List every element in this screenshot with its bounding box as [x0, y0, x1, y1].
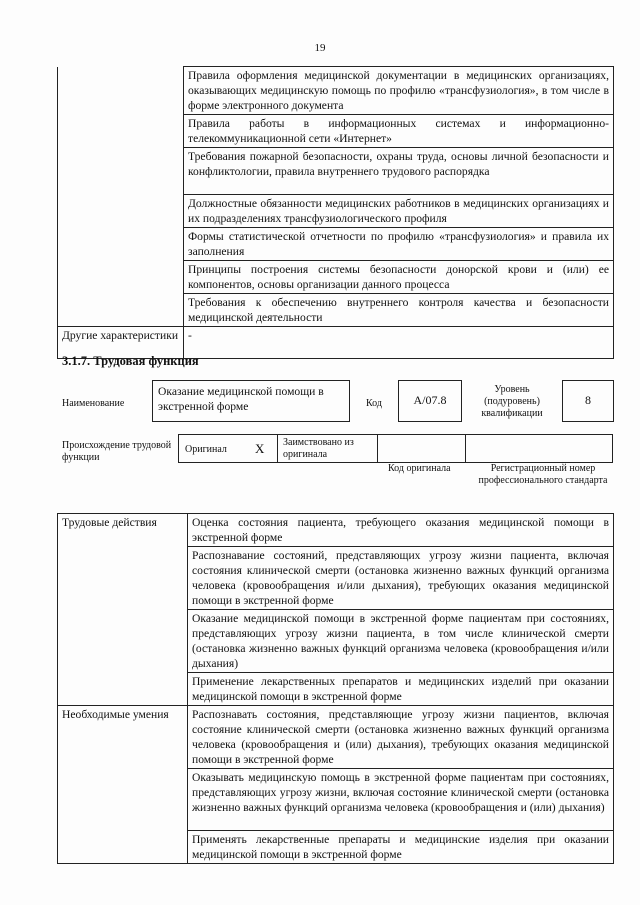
labor-action: Оказание медицинской помощи в экстренной форме пациентам при состояниях, представляющих угрозу жизни пациента, в том числе клинической смерти (остановка жизненно важных функций организма человека (кровообращения и/или дыхания) [188, 610, 614, 673]
divider [377, 435, 378, 462]
original-label: Оригинал [185, 444, 227, 455]
knowledge-row: Правила работы в информационных системах и информационно-телекоммуникационной сети «Интернет» [184, 115, 614, 148]
knowledge-table [57, 66, 614, 359]
divider [465, 435, 466, 462]
labor-action: Оценка состояния пациента, требующего оказания медицинской помощи в экстренной форме [188, 514, 614, 547]
skill: Распознавать состояния, представляющие угрозу жизни пациентов, включая состояние клинической смерти (остановка жизненно важных функций организма человека (кровообращения и (или) дыхания), требующих оказания медицинской помощи в экстренной форме [188, 706, 614, 769]
other-characteristics-label: Другие характеристики [58, 327, 184, 359]
name-label: Наименование [62, 398, 125, 409]
code-value: A/07.8 [413, 393, 447, 407]
labor-action: Распознавание состояний, представляющих угрозу жизни пациента, включая состояния клинической смерти (остановка жизненно важных функций организма человека (кровообращения и/или дыхания), требующих оказания медицинской помощи в экстренной форме [188, 547, 614, 610]
code-box [398, 380, 462, 422]
page-number: 19 [314, 42, 326, 54]
knowledge-row: Должностные обязанности медицинских работников в медицинских организациях и их подразделениях трансфузиологического профиля [184, 195, 614, 228]
reg-number-label: Регистрационный номер профессионального стандарта [478, 463, 608, 486]
code-original-label: Код оригинала [388, 463, 451, 474]
section-heading: 3.1.7. Трудовая функция [62, 354, 199, 368]
skill: Оказывать медицинскую помощь в экстренной форме пациентам при состояниях, представляющих угрозу жизни, включая состояние клинической смерти (остановка жизненно важных функций организма человека (кровообращения и (или) дыхания) [188, 769, 614, 831]
original-mark: X [255, 441, 265, 456]
labor-action: Применение лекарственных препаратов и медицинских изделий при оказании медицинской помощи в экстренной форме [188, 673, 614, 706]
level-box [562, 380, 614, 422]
code-label: Код [366, 398, 382, 409]
level-label: Уровень (подуровень) квалификации [481, 384, 543, 419]
origin-box [178, 434, 613, 463]
name-value: Оказание медицинской помощи в экстренной форме [158, 385, 324, 413]
knowledge-row: Правила оформления медицинской документации в медицинских организациях, оказывающих медицинскую помощь по профилю «трансфузиология», в том числе в форме электронного документа [184, 67, 614, 115]
other-characteristics-value: - [184, 327, 614, 359]
knowledge-row: Требования к обеспечению внутреннего контроля качества и безопасности медицинской деятельности [184, 294, 614, 327]
borrowed-label: Заимствовано из оригинала [283, 437, 354, 460]
skills-label: Необходимые умения [58, 706, 188, 864]
knowledge-row: Требования пожарной безопасности, охраны труда, основы личной безопасности и конфликтологии, правила внутреннего трудового распорядка [184, 148, 614, 195]
origin-label: Происхождение трудовой функции [62, 440, 172, 463]
labor-function-table [57, 513, 614, 864]
knowledge-row: Формы статистической отчетности по профилю «трансфузиология» и правила их заполнения [184, 228, 614, 261]
skill: Применять лекарственные препараты и медицинские изделия при оказании медицинской помощи в экстренной форме [188, 831, 614, 864]
divider [277, 435, 278, 462]
labor-actions-label: Трудовые действия [58, 514, 188, 706]
knowledge-row: Принципы построения системы безопасности донорской крови и (или) ее компонентов, основы организации данного процесса [184, 261, 614, 294]
name-box [152, 380, 350, 422]
level-value: 8 [585, 393, 591, 407]
